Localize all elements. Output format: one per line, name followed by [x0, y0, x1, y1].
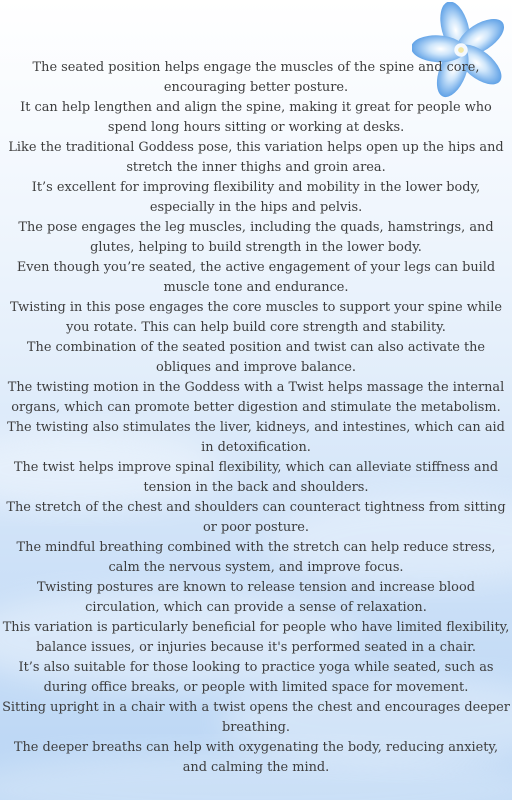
- paragraph: The deeper breaths can help with oxygenating the body, reducing anxiety, and calming the mind.: [13, 740, 499, 775]
- paragraph: Like the traditional Goddess pose, this variation helps open up the hips and stretch the inner thighs and groin area.: [8, 140, 504, 175]
- paragraph: The seated position helps engage the muscles of the spine and core, encouraging better posture.: [32, 60, 480, 95]
- paragraph: The combination of the seated position and twist can also activate the obliques and improve balance.: [26, 340, 486, 375]
- paragraph: The twisting also stimulates the liver, kidneys, and intestines, which can aid in detoxification.: [7, 420, 505, 455]
- paragraph: It’s excellent for improving flexibility and mobility in the lower body, especially in the hips and pelvis.: [31, 180, 481, 215]
- paragraph: This variation is particularly beneficial for people who have limited flexibility, balance issues, or injuries because it's performed seated in a chair.: [2, 620, 510, 655]
- paragraph: The mindful breathing combined with the stretch can help reduce stress, calm the nervous system, and improve focus.: [16, 540, 496, 575]
- paragraph: The twist helps improve spinal flexibility, which can alleviate stiffness and tension in the back and shoulders.: [13, 460, 499, 495]
- paragraph: Twisting in this pose engages the core muscles to support your spine while you rotate. This can help build core strength and stability.: [10, 300, 502, 335]
- paragraph: It’s also suitable for those looking to practice yoga while seated, such as during office breaks, or people with limited space for movement.: [18, 660, 494, 695]
- paragraph: The pose engages the leg muscles, including the quads, hamstrings, and glutes, helping to build strength in the lower body.: [18, 220, 494, 255]
- paragraph: It can help lengthen and align the spine, making it great for people who spend long hours sitting or working at desks.: [20, 100, 492, 135]
- paragraph: Even though you’re seated, the active engagement of your legs can build muscle tone and endurance.: [16, 260, 496, 295]
- paragraph: The twisting motion in the Goddess with a Twist helps massage the internal organs, which can promote better digestion and stimulate the metabolism.: [7, 380, 505, 415]
- paragraph: The stretch of the chest and shoulders can counteract tightness from sitting or poor posture.: [6, 500, 506, 535]
- paragraph: Sitting upright in a chair with a twist opens the chest and encourages deeper breathing.: [2, 700, 510, 735]
- benefits-text: [0, 58, 512, 778]
- paragraph: Twisting postures are known to release tension and increase blood circulation, which can provide a sense of relaxation.: [37, 580, 475, 615]
